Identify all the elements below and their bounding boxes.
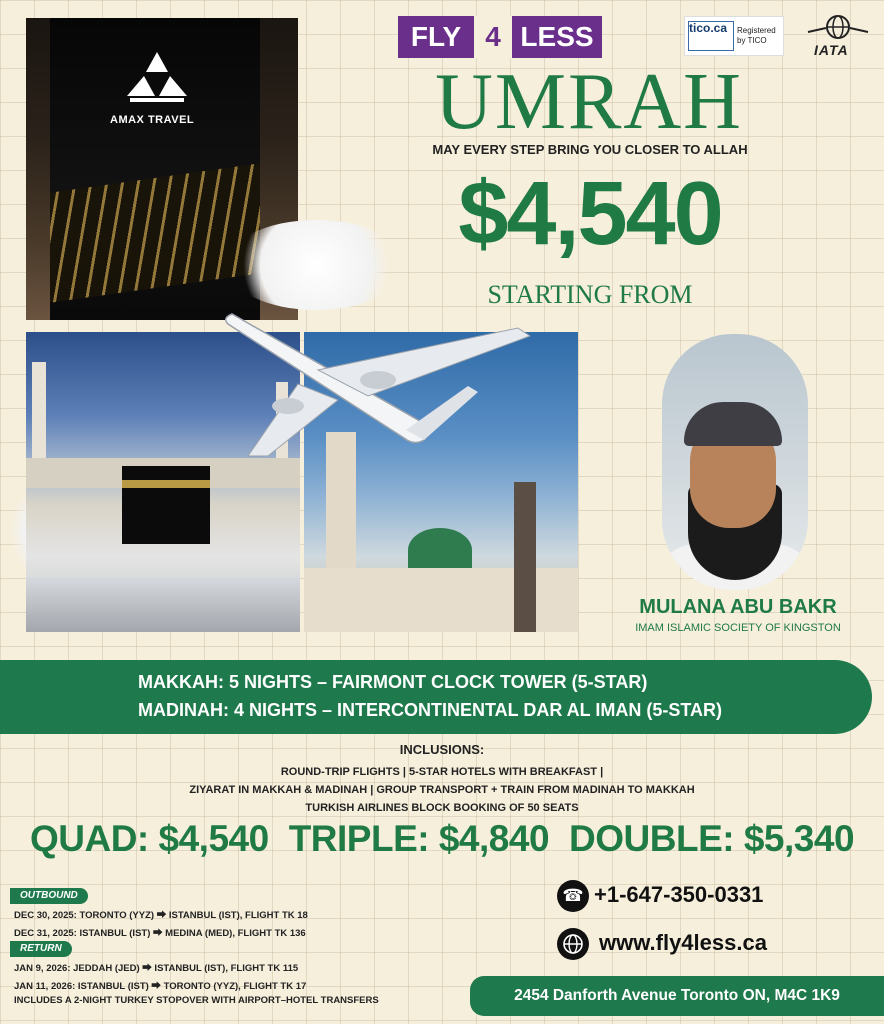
inclusions-heading: INCLUSIONS: xyxy=(399,742,485,757)
globe-icon xyxy=(557,928,589,960)
fly4less-logo xyxy=(398,16,602,58)
address-text: 2454 Danforth Avenue Toronto ON, M4C 1K9 xyxy=(514,987,840,1004)
minaret xyxy=(32,362,46,472)
inclusion-line: ROUND-TRIP FLIGHTS | 5-STAR HOTELS WITH BREAKFAST | xyxy=(280,766,604,778)
price-triple: TRIPLE: $4,840 xyxy=(288,818,550,859)
inclusion-line: ZIYARAT IN MAKKAH & MADINAH | GROUP TRANSPORT + TRAIN FROM MADINAH TO MAKKAH xyxy=(189,784,695,796)
page-title: UMRAH xyxy=(435,58,743,146)
headline-price: $4,540 xyxy=(458,164,722,264)
room-prices xyxy=(0,818,884,860)
inclusion-line: TURKISH AIRLINES BLOCK BOOKING OF 50 SEATS xyxy=(305,802,579,814)
price-quad: QUAD: $4,540 xyxy=(29,818,269,859)
umbrella-pole xyxy=(514,482,536,632)
iata-label: IATA xyxy=(814,42,849,58)
imam-role: IMAM ISLAMIC SOCIETY OF KINGSTON xyxy=(635,622,841,634)
logo-4: 4 xyxy=(474,16,512,58)
flight-line: JAN 9, 2026: JEDDAH (JED) ⮕ ISTANBUL (IST), FLIGHT TK 115 xyxy=(14,963,299,974)
flight-line: DEC 30, 2025: TORONTO (YYZ) ⮕ ISTANBUL (IST), FLIGHT TK 18 xyxy=(14,910,308,921)
tico-badge xyxy=(684,16,784,56)
outbound-tag: OUTBOUND xyxy=(10,888,88,904)
website-link[interactable]: www.fly4less.ca xyxy=(599,930,767,955)
mosque-wall xyxy=(304,568,578,632)
flight-line: DEC 31, 2025: ISTANBUL (IST) ⮕ MEDINA (MED), FLIGHT TK 136 xyxy=(14,928,306,939)
kaaba xyxy=(122,466,210,544)
cloud-decoration xyxy=(226,220,406,310)
imam-name: MULANA ABU BAKR xyxy=(639,596,837,618)
imam-portrait xyxy=(662,334,808,590)
price-double: DOUBLE: $5,340 xyxy=(569,818,855,859)
globe-icon xyxy=(806,14,870,44)
imam-cap xyxy=(684,402,782,446)
stopover-note: INCLUDES A 2-NIGHT TURKEY STOPOVER WITH AIRPORT–HOTEL TRANSFERS xyxy=(14,995,379,1006)
kaaba-band xyxy=(122,480,210,488)
logo-fly: FLY xyxy=(398,16,474,58)
globe-icon xyxy=(562,933,584,955)
phone-number[interactable]: +1-647-350-0331 xyxy=(594,882,764,907)
return-tag: RETURN xyxy=(10,941,72,957)
address-band xyxy=(470,976,884,1016)
tico-name: tico.ca xyxy=(689,21,728,35)
hotels-band xyxy=(0,660,872,734)
logo-less: LESS xyxy=(512,16,602,58)
starting-from-label: STARTING FROM xyxy=(487,280,693,309)
amax-logo-icon xyxy=(122,50,192,110)
flight-line: JAN 11, 2026: ISTANBUL (IST) ⮕ TORONTO (YYZ), FLIGHT TK 17 xyxy=(14,981,307,992)
tico-registered-label: Registered by TICO xyxy=(737,26,776,45)
green-dome xyxy=(408,528,472,572)
tagline: MAY EVERY STEP BRING YOU CLOSER TO ALLAH xyxy=(432,142,748,157)
hotel-madinah: MADINAH: 4 NIGHTS – INTERCONTINENTAL DAR AL IMAN (5-STAR) xyxy=(138,700,722,720)
phone-icon: ☎ xyxy=(557,880,589,912)
hotel-makkah: MAKKAH: 5 NIGHTS – FAIRMONT CLOCK TOWER (5-STAR) xyxy=(138,672,648,692)
iata-logo xyxy=(806,14,870,58)
amax-travel-label: AMAX TRAVEL xyxy=(110,114,195,126)
courtyard xyxy=(26,578,300,632)
airplane-icon xyxy=(218,300,538,460)
